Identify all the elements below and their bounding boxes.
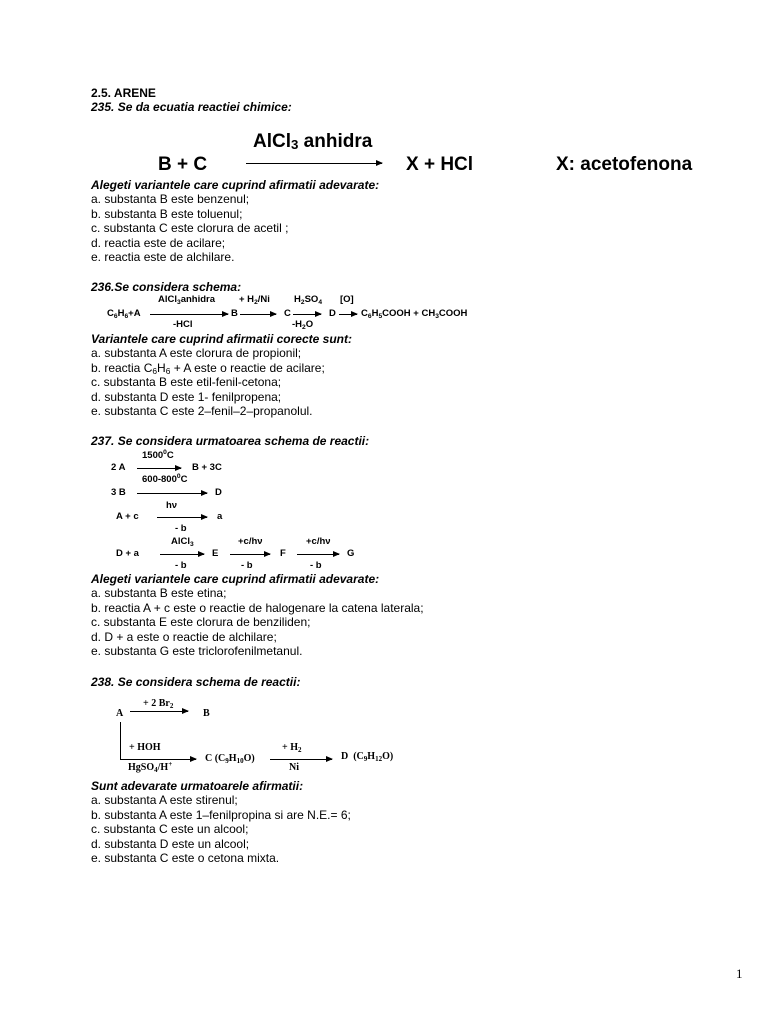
q238-arrow-3 — [270, 759, 332, 760]
q236-cond3-bottom: $-H_2O$ — [292, 319, 314, 331]
q236-option-a: a. substanta A este clorura de propionil; — [91, 346, 302, 360]
q237-r4-lhs: D + a — [116, 548, 139, 559]
q238-options — [91, 793, 351, 866]
q235-condition: AlCl$_3$ anhidra — [253, 131, 373, 152]
q235-option-d: d. reactia este de acilare; — [91, 235, 226, 250]
q238-cond3-bottom: Ni — [289, 762, 299, 773]
q235-option-e: e. reactia este de alchilare. — [91, 250, 235, 265]
q237-prompt: Alegeti variantele care cuprind afirmatii adevarate: — [91, 572, 380, 586]
q237-r3-cond-top: hν — [166, 500, 178, 511]
q237-option-c: c. substanta E este clorura de benziliden; — [91, 615, 311, 630]
q236-prompt: Variantele care cuprind afirmatii corecte sunt: — [91, 332, 352, 346]
q237-r4-cond3-bottom: - b — [310, 560, 322, 571]
q237-r3-arrow — [157, 517, 207, 518]
q235-x-definition: X: acetofenona — [556, 154, 693, 175]
q237-option-d: d. D + a este o reactie de alchilare; — [91, 629, 277, 644]
q236-arrow-2 — [240, 314, 276, 315]
q237-r4-cond1-bottom: - b — [175, 560, 187, 571]
q236-cond2-top: + $H_2/Ni$ — [239, 294, 270, 306]
q237-title: 237. Se considera urmatoarea schema de reactii: — [91, 434, 370, 448]
q238-option-a: a. substanta A este stirenul; — [91, 793, 238, 807]
q238-cond2-bottom: HgSO$_4$/H+ — [128, 760, 173, 774]
q237-r4-G: G — [347, 548, 355, 559]
q236-B: B — [231, 308, 238, 319]
q235-option-b: b. substanta B este toluenul; — [91, 206, 243, 221]
q236-title: 236.Se considera schema: — [91, 280, 242, 294]
q236-C: C — [284, 308, 291, 319]
q237-r3-rhs: a — [217, 511, 223, 522]
q237-r4-arrow-1 — [160, 554, 204, 555]
q237-r4-F: F — [280, 548, 286, 559]
q235-options — [91, 192, 288, 265]
q237-r3-lhs: A + c — [116, 511, 139, 522]
q237-r4-arrow-3 — [297, 554, 339, 555]
q235-option-c: c. substanta C este clorura de acetil ; — [91, 221, 289, 236]
q237-r4-arrow-2 — [230, 554, 270, 555]
q237-r4-E: E — [212, 548, 219, 559]
q237-r1-lhs: 2 A — [111, 462, 126, 473]
q237-r2-cond: $600-800^0C$ — [142, 473, 188, 485]
q238-option-b: b. substanta A este 1–fenilpropina si are N.E.= 6; — [91, 807, 351, 822]
q236-cond1-top: AlCl$_3$anhidra — [158, 294, 216, 306]
q237-r1-rhs: B + 3C — [192, 462, 222, 473]
q236-options — [91, 346, 325, 419]
q237-r4-cond3-top: +c/hν — [306, 536, 331, 547]
q237-option-a: a. substanta B este etina; — [91, 586, 227, 600]
page-number: 1 — [736, 966, 743, 981]
q236-cond4-top: [O] — [340, 294, 354, 305]
q236-D: D — [329, 308, 336, 319]
q238-cond1: + 2 $Br_2$ — [143, 698, 174, 710]
q236-arrow-3 — [293, 314, 321, 315]
q237-r2-lhs: 3 B — [111, 487, 126, 498]
q236-start: $C_6H_6+A$ — [107, 308, 141, 320]
q236-option-c: c. substanta B este etil-fenil-cetona; — [91, 375, 282, 390]
q237-r4-cond2-bottom: - b — [241, 560, 253, 571]
q235-title: 235. Se da ecuatia reactiei chimice: — [91, 100, 292, 114]
q237-r4-cond2-top: +c/hν — [238, 536, 263, 547]
q238-D: D $(C_9H_{12}O)$ — [341, 751, 394, 763]
q238-C: C $(C_9H_{10}O)$ — [205, 753, 255, 765]
q237-r2-rhs: D — [215, 487, 222, 498]
q238-prompt: Sunt adevarate urmatoarele afirmatii: — [91, 779, 304, 793]
q236-option-e: e. substanta C este 2–fenil–2–propanolul. — [91, 404, 313, 419]
q236-products: $C_6H_5COOH$ + $CH_3COOH$ — [361, 308, 468, 320]
q235-option-a: a. substanta B este benzenul; — [91, 192, 250, 206]
q237-r2-arrow — [137, 493, 207, 494]
q238-cond2-top: + HOH — [129, 742, 161, 753]
q238-A: A — [116, 708, 124, 719]
q235-reactants: B + C — [158, 154, 208, 175]
section-heading: 2.5. ARENE — [91, 86, 156, 100]
q236-arrow-1 — [150, 314, 228, 315]
q237-r1-cond: 1500$^0$C — [142, 449, 174, 461]
q237-r3-cond-bottom: - b — [175, 523, 187, 534]
q238-cond3-top: + $H_2$ — [282, 742, 302, 754]
q238-option-e: e. substanta C este o cetona mixta. — [91, 851, 280, 866]
q236-cond1-bottom: -HCl — [173, 319, 193, 330]
q238-branch-line — [120, 722, 121, 760]
q238-option-d: d. substanta D este un alcool; — [91, 836, 250, 851]
q235-prompt: Alegeti variantele care cuprind afirmatii adevarate: — [91, 178, 380, 192]
q237-option-b: b. reactia A + c este o reactie de halogenare la catena laterala; — [91, 600, 424, 615]
q236-option-d: d. substanta D este 1- fenilpropena; — [91, 389, 282, 404]
q236-arrow-4 — [339, 314, 357, 315]
q238-arrow-2 — [120, 759, 196, 760]
q237-r4-cond1-top: AlCl$_3$ — [171, 536, 194, 548]
q237-options — [91, 586, 424, 659]
q237-r1-arrow — [137, 468, 181, 469]
q238-B: B — [203, 708, 210, 719]
q238-option-c: c. substanta C este un alcool; — [91, 822, 249, 837]
q236-option-b: b. reactia $C_6H_6 + A$ este o reactie de acilare; — [91, 360, 325, 376]
q235-arrow — [246, 163, 382, 164]
q238-title: 238. Se considera schema de reactii: — [91, 675, 301, 689]
q238-arrow-1 — [130, 711, 188, 712]
q235-products: X + HCl — [406, 154, 474, 175]
q236-cond3-top: $H_2SO_4$ — [294, 294, 323, 306]
q237-option-e: e. substanta G este triclorofenilmetanul. — [91, 644, 303, 659]
